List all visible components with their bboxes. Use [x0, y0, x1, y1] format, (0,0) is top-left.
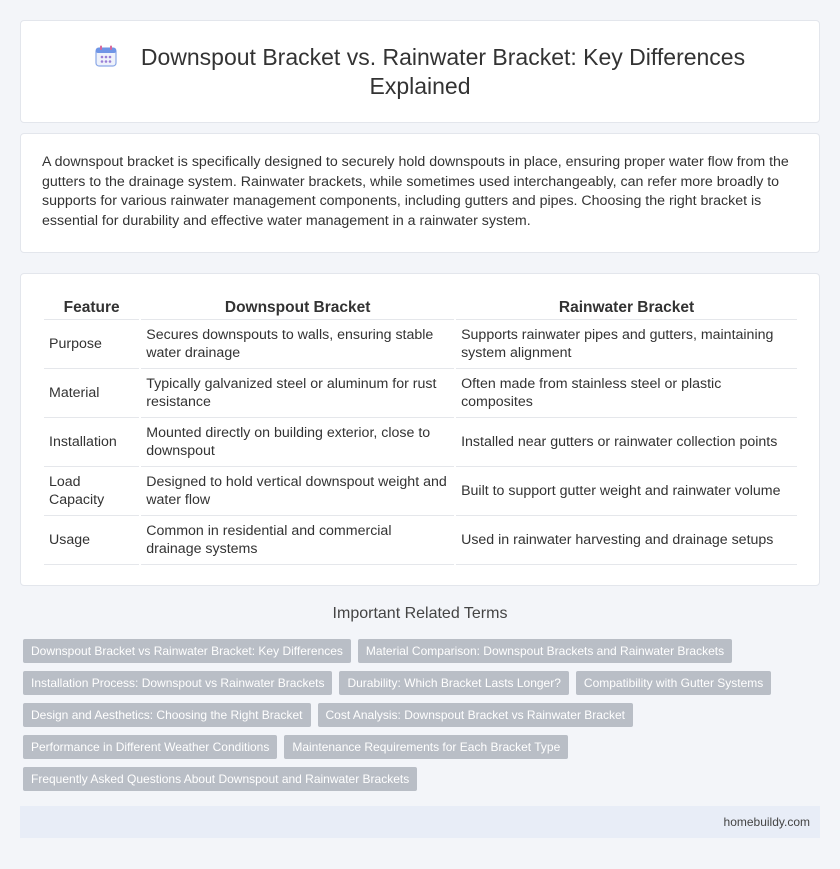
table-row — [44, 418, 797, 467]
related-term-tag[interactable]: Downspout Bracket vs Rainwater Bracket: Key Differences — [23, 639, 351, 663]
row-rainwater-value: Used in rainwater harvesting and drainage setups — [456, 516, 797, 565]
tag-row — [23, 639, 823, 663]
header-feature: Feature — [44, 294, 139, 320]
tag-row — [23, 703, 823, 727]
row-downspout-value: Designed to hold vertical downspout weight and water flow — [141, 467, 454, 516]
related-term-tag[interactable]: Installation Process: Downspout vs Rainwater Brackets — [23, 671, 332, 695]
row-rainwater-value: Built to support gutter weight and rainwater volume — [456, 467, 797, 516]
row-feature: Load Capacity — [44, 467, 139, 516]
related-term-tag[interactable]: Design and Aesthetics: Choosing the Right Bracket — [23, 703, 311, 727]
tag-row — [23, 735, 823, 759]
row-feature: Installation — [44, 418, 139, 467]
row-downspout-value: Common in residential and commercial drainage systems — [141, 516, 454, 565]
comparison-table — [42, 294, 799, 565]
row-downspout-value: Mounted directly on building exterior, close to downspout — [141, 418, 454, 467]
table-row — [44, 369, 797, 418]
table-row — [44, 320, 797, 369]
related-term-tag[interactable]: Cost Analysis: Downspout Bracket vs Rainwater Bracket — [318, 703, 633, 727]
related-term-tag[interactable]: Durability: Which Bracket Lasts Longer? — [339, 671, 568, 695]
related-term-tag[interactable]: Compatibility with Gutter Systems — [576, 671, 771, 695]
page-title: Downspout Bracket vs. Rainwater Bracket: Key Differences Explained — [140, 44, 746, 99]
row-feature: Usage — [44, 516, 139, 565]
calendar-icon — [95, 45, 117, 67]
table-row — [44, 516, 797, 565]
row-downspout-value: Secures downspouts to walls, ensuring stable water drainage — [141, 320, 454, 369]
intro-card — [20, 133, 820, 253]
related-terms-list — [23, 639, 823, 799]
header-downspout: Downspout Bracket — [141, 294, 454, 320]
row-feature: Purpose — [44, 320, 139, 369]
header-rainwater: Rainwater Bracket — [456, 294, 797, 320]
row-downspout-value: Typically galvanized steel or aluminum for rust resistance — [141, 369, 454, 418]
row-feature: Material — [44, 369, 139, 418]
footer — [20, 806, 820, 838]
intro-paragraph: A downspout bracket is specifically designed to securely hold downspouts in place, ensuring proper water flow from the gutters to the drainage system. Rainwater brackets, while sometimes used interchangeably, can refer more broadly to supports for various rainwater management components, including gutters and pipes. Choosing the right bracket is essential for durability and effective water management in a rainwater system. — [42, 154, 789, 229]
tag-row — [23, 671, 823, 695]
related-term-tag[interactable]: Material Comparison: Downspout Brackets and Rainwater Brackets — [358, 639, 732, 663]
related-term-tag[interactable]: Maintenance Requirements for Each Bracket Type — [284, 735, 568, 759]
table-row — [44, 467, 797, 516]
page-title-wrap — [81, 43, 759, 101]
header-card — [20, 20, 820, 123]
tag-row — [23, 767, 823, 791]
related-terms-title: Important Related Terms — [332, 605, 508, 622]
related-term-tag[interactable]: Performance in Different Weather Conditions — [23, 735, 277, 759]
comparison-card — [20, 273, 820, 586]
row-rainwater-value: Installed near gutters or rainwater collection points — [456, 418, 797, 467]
row-rainwater-value: Supports rainwater pipes and gutters, maintaining system alignment — [456, 320, 797, 369]
table-header-row — [44, 294, 797, 320]
row-rainwater-value: Often made from stainless steel or plastic composites — [456, 369, 797, 418]
footer-site-link[interactable]: homebuildy.com — [723, 815, 810, 829]
related-term-tag[interactable]: Frequently Asked Questions About Downspout and Rainwater Brackets — [23, 767, 417, 791]
